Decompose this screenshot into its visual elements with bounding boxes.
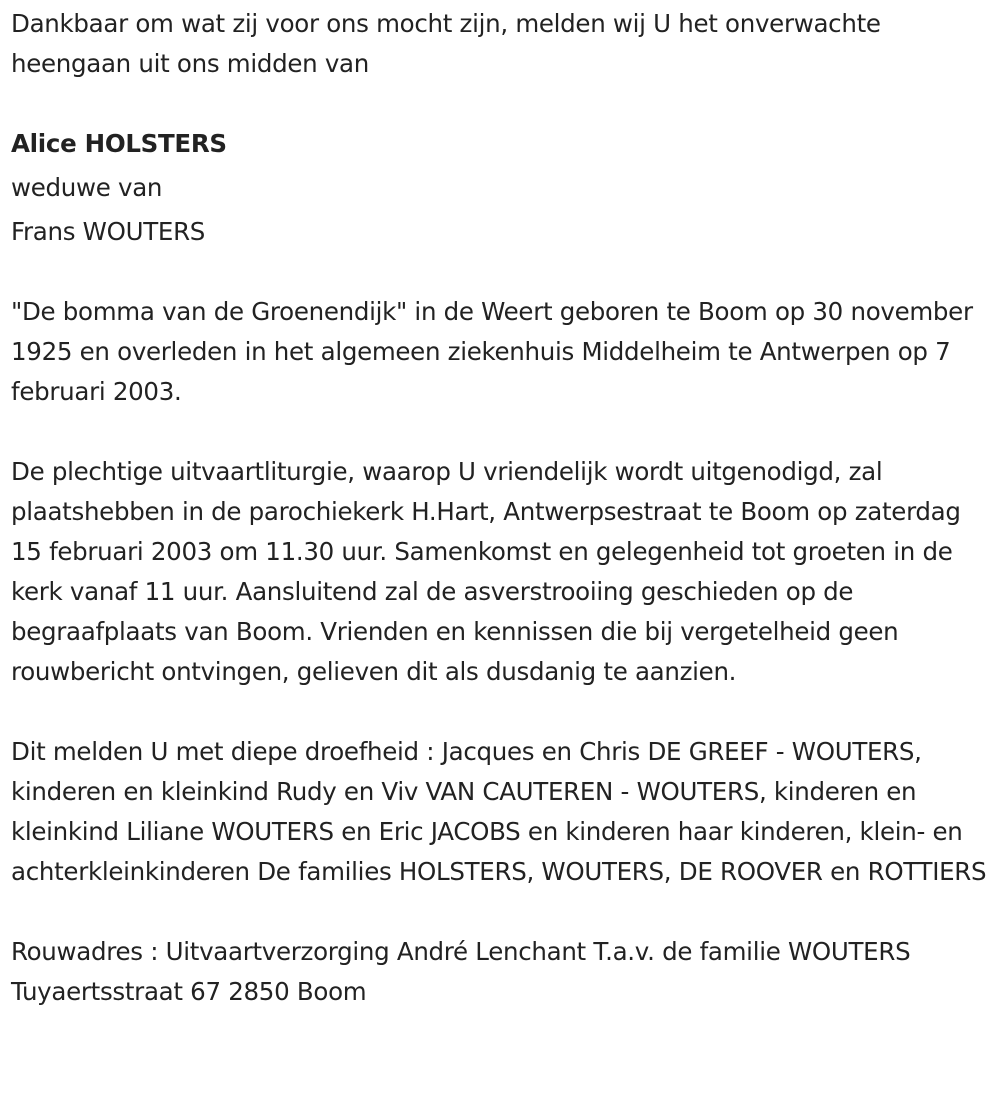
intro-paragraph: Dankbaar om wat zij voor ons mocht zijn, melden wij U het onverwachte heengaan uit ons midden van <box>11 9 881 78</box>
funeral-paragraph: De plechtige uitvaartliturgie, waarop U vriendelijk wordt uitgenodigd, zal plaatshebben in de parochiekerk H.Hart, Antwerpsestraat te Boom op zaterdag 15 februari 2003 om 11.30 uur. Samenkomst en gelegenheid tot groeten in de kerk vanaf 11 uur. Aansluitend zal de asverstrooiing geschieden op de begraafplaats van Boom. Vrienden en kennissen die bij vergetelheid geen rouwbericht ontvingen, gelieven dit als dusdanig te aanzien. <box>11 457 961 686</box>
deceased-name: Alice HOLSTERS <box>11 129 227 158</box>
birth-death-paragraph: "De bomma van de Groenendijk" in de Weert geboren te Boom op 30 november 1925 en overleden in het algemeen ziekenhuis Middelheim te Antwerpen op 7 februari 2003. <box>11 297 973 406</box>
spacer <box>11 892 990 932</box>
spacer <box>11 84 990 124</box>
spacer <box>11 692 990 732</box>
spacer <box>11 252 990 292</box>
family-paragraph: Dit melden U met diepe droefheid : Jacques en Chris DE GREEF - WOUTERS, kinderen en kleinkind Rudy en Viv VAN CAUTEREN - WOUTERS, kinderen en kleinkind Liliane WOUTERS en Eric JACOBS en kinderen haar kinderen, klein- en achterkleinkinderen De families HOLSTERS, WOUTERS, DE ROOVER en ROTTIERS <box>11 737 987 886</box>
spacer <box>11 412 990 452</box>
deceased-relation: weduwe van <box>11 173 163 202</box>
address-paragraph: Rouwadres : Uitvaartverzorging André Lenchant T.a.v. de familie WOUTERS Tuyaertsstraat 67 2850 Boom <box>11 937 911 1006</box>
deceased-spouse: Frans WOUTERS <box>11 217 206 246</box>
